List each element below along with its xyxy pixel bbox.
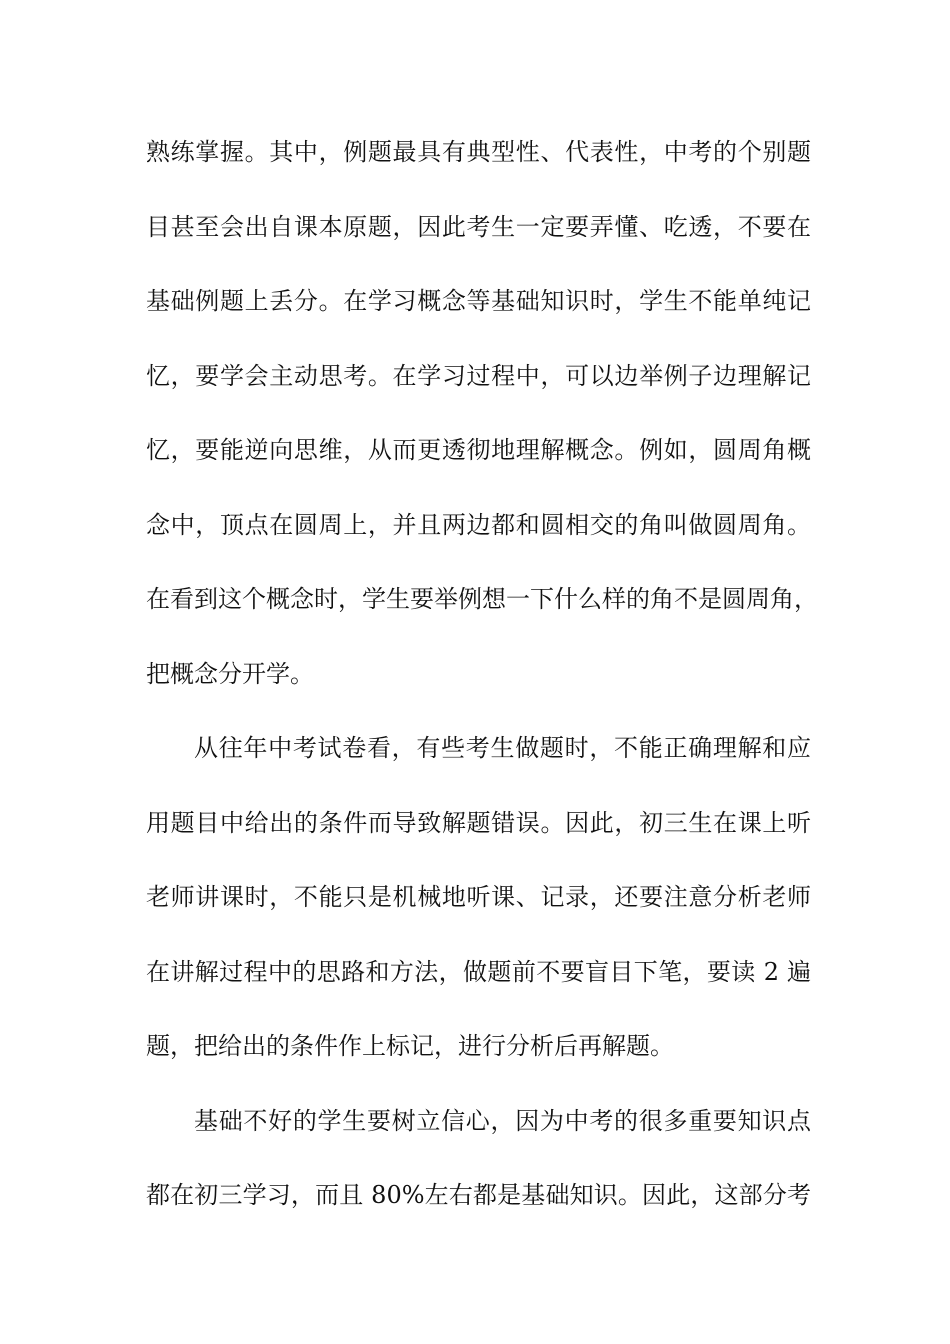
paragraph-3-line-1: 基础不好的学生要树立信心，因为中考的很多重要知识点 xyxy=(194,1106,811,1135)
paragraph-1-line-1: 熟练掌握。其中，例题最具有典型性、代表性，中考的个别题 xyxy=(146,138,811,166)
paragraph-1-line-2: 目甚至会出自课本原题，因此考生一定要弄懂、吃透，不要在 xyxy=(146,212,811,241)
paragraph-3-line-2: 都在初三学习，而且 80%左右都是基础知识。因此，这部分考 xyxy=(146,1181,811,1209)
paragraph-1-line-3: 基础例题上丢分。在学习概念等基础知识时，学生不能单纯记 xyxy=(146,287,811,315)
paragraph-2-line-5: 题，把给出的条件作上标记，进行分析后再解题。 xyxy=(146,1032,674,1060)
paragraph-2-line-2: 用题目中给出的条件而导致解题错误。因此，初三生在课上听 xyxy=(146,808,811,837)
paragraph-2-line-3: 老师讲课时，不能只是机械地听课、记录，还要注意分析老师 xyxy=(146,883,811,911)
paragraph-1-line-6: 念中，顶点在圆周上，并且两边都和圆相交的角叫做圆周角。 xyxy=(146,510,811,539)
paragraph-1-line-7: 在看到这个概念时，学生要举例想一下什么样的角不是圆周角， xyxy=(146,585,818,613)
paragraph-1-line-4: 忆，要学会主动思考。在学习过程中，可以边举例子边理解记 xyxy=(146,361,811,390)
paragraph-1-line-8: 把概念分开学。 xyxy=(146,659,314,688)
paragraph-2-line-1: 从往年中考试卷看，有些考生做题时，不能正确理解和应 xyxy=(194,734,811,762)
document-body xyxy=(146,132,818,1250)
paragraph-2-line-4: 在讲解过程中的思路和方法，做题前不要盲目下笔，要读 2 遍 xyxy=(146,957,811,986)
paragraph-1-line-5: 忆，要能逆向思维，从而更透彻地理解概念。例如，圆周角概 xyxy=(146,436,811,464)
